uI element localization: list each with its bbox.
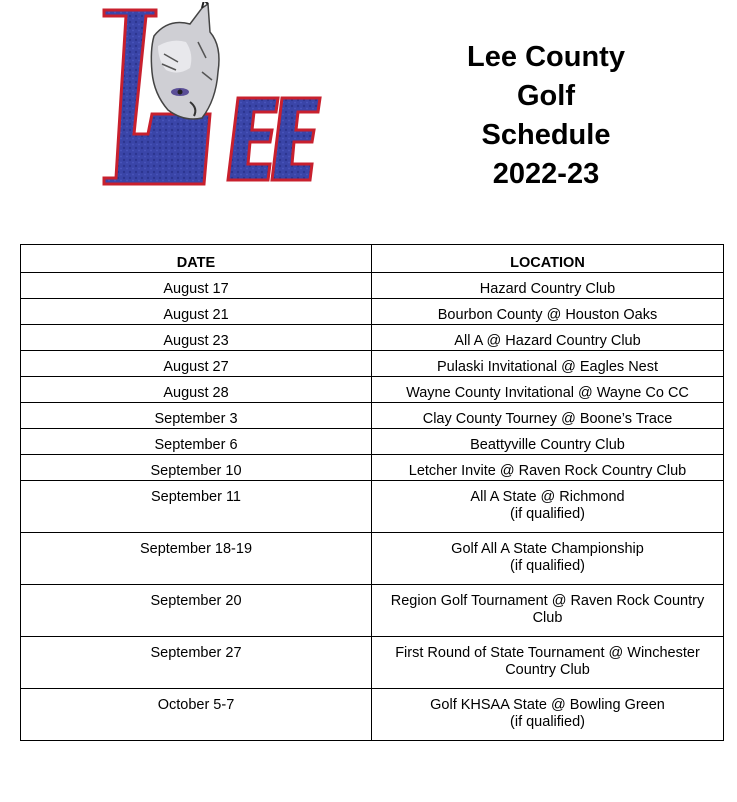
date-cell: October 5-7: [21, 689, 372, 741]
location-cell: [372, 585, 724, 637]
location-cell: [372, 351, 724, 377]
location-line: Region Golf Tournament @ Raven Rock Country: [390, 593, 705, 609]
date-cell: August 27: [21, 351, 372, 377]
location-line: Bourbon County @ Houston Oaks: [437, 307, 658, 323]
lee-lynx-logo: [98, 2, 324, 188]
title-line-1: Lee County: [467, 41, 625, 73]
location-cell: [372, 403, 724, 429]
date-column-header: DATE: [21, 245, 372, 273]
date-cell: August 23: [21, 325, 372, 351]
location-column-header: LOCATION: [372, 245, 724, 273]
lynx-icon: [151, 2, 219, 119]
location-line: Club: [532, 610, 563, 626]
location-cell: [372, 273, 724, 299]
location-line: (if qualified): [510, 506, 585, 522]
schedule-body: [21, 273, 724, 741]
location-cell: [372, 377, 724, 403]
location-line: All A @ Hazard Country Club: [454, 333, 641, 349]
table-header-row: [21, 245, 724, 273]
table-row: [21, 351, 724, 377]
date-cell: September 11: [21, 481, 372, 533]
location-cell: [372, 429, 724, 455]
table-row: [21, 325, 724, 351]
table-row: [21, 299, 724, 325]
table-row: [21, 533, 724, 585]
location-line: Country Club: [505, 662, 590, 678]
location-line: First Round of State Tournament @ Winchester: [395, 645, 700, 661]
date-cell: September 10: [21, 455, 372, 481]
location-line: Pulaski Invitational @ Eagles Nest: [436, 359, 659, 375]
location-line: Beattyville Country Club: [470, 437, 625, 453]
location-line: Wayne County Invitational @ Wayne Co CC: [406, 385, 689, 401]
date-cell: August 17: [21, 273, 372, 299]
location-cell: [372, 533, 724, 585]
title-line-3: Schedule: [481, 119, 611, 151]
table-row: [21, 689, 724, 741]
table-row: [21, 455, 724, 481]
date-cell: September 6: [21, 429, 372, 455]
date-cell: September 27: [21, 637, 372, 689]
date-cell: August 21: [21, 299, 372, 325]
date-cell: September 3: [21, 403, 372, 429]
table-row: [21, 273, 724, 299]
location-line: Hazard Country Club: [479, 281, 616, 297]
table-row: [21, 585, 724, 637]
location-line: All A State @ Richmond: [470, 489, 625, 505]
location-cell: [372, 481, 724, 533]
location-line: Golf KHSAA State @ Bowling Green: [430, 697, 665, 713]
location-cell: [372, 299, 724, 325]
date-cell: September 18-19: [21, 533, 372, 585]
table-row: [21, 403, 724, 429]
location-line: Letcher Invite @ Raven Rock Country Club: [408, 463, 687, 479]
table-row: [21, 429, 724, 455]
location-line: (if qualified): [510, 714, 585, 730]
table-row: [21, 377, 724, 403]
title-line-2: Golf: [517, 80, 575, 112]
location-cell: [372, 325, 724, 351]
table-row: [21, 637, 724, 689]
location-line: Golf All A State Championship: [451, 541, 644, 557]
page-title: [430, 38, 662, 194]
location-cell: [372, 455, 724, 481]
location-cell: [372, 689, 724, 741]
location-line: (if qualified): [510, 558, 585, 574]
date-cell: September 20: [21, 585, 372, 637]
title-line-4: 2022-23: [492, 158, 600, 190]
location-cell: [372, 637, 724, 689]
schedule-table: [20, 244, 724, 741]
table-row: [21, 481, 724, 533]
date-cell: August 28: [21, 377, 372, 403]
location-line: Clay County Tourney @ Boone’s Trace: [422, 411, 673, 427]
